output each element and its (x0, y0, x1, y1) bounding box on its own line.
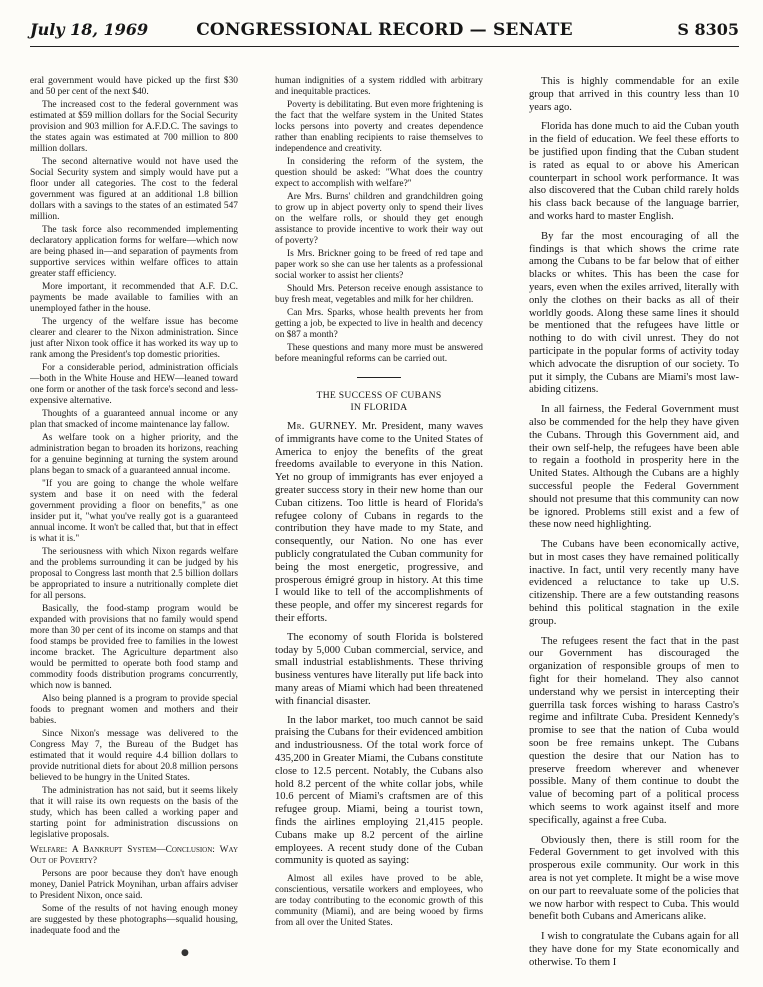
paragraph: This is highly commendable for an exile group that arrived in this country less than 10 years ago. (529, 76, 739, 113)
block-quote: Almost all exiles have proved to be able, conscientious, versatile workers and employees, who are today contributing to the economic growth of this community (Miami), and are being wooed by firms from all over the United States. (275, 874, 483, 929)
paragraph: eral government would have picked up the first $30 and 50 per cent of the next $40. (30, 76, 238, 97)
paragraph: Basically, the food-stamp program would be expanded with provisions that no family would spend more than 30 per cent of its income on stamps and that food stamps be provided free to families in the lowest income bracket. The Agriculture department also would be permitted to operate both food stamp and commodity foods distribution programs concurrently, which now is banned. (30, 604, 238, 691)
paragraph: Are Mrs. Burns' children and grandchildren going to grow up in abject poverty only to spend their lives on the welfare rolls, or should they get enough assistance to provide incentive to work their way out of poverty? (275, 192, 483, 246)
column-left (30, 76, 238, 966)
column-right (529, 76, 739, 966)
paragraph: Poverty is debilitating. But even more frightening is the fact that the welfare system in the United States locks persons into poverty and creates dependence rather than enabling recipients to raise themselves to independence and creativity. (275, 100, 483, 154)
paragraph: These questions and many more must be answered before meaningful reforms can be carried out. (275, 343, 483, 364)
paragraph: The Cubans have been economically active, but in most cases they have remained politically inactive. In fact, until very recently many have evidenced a reluctance to take up U.S. citizenship. There are a few outstanding reasons behind this political stagnation in the exile group. (529, 539, 739, 627)
scan-speck: ● (181, 948, 189, 958)
paragraph: The administration has not said, but it seems likely that it will raise its own requests on the basis of the study, which has been called a working paper and starting point for administration discussions on legislative proposals. (30, 786, 238, 840)
paragraph: Persons are poor because they don't have enough money, Daniel Patrick Moynihan, urban affairs adviser to President Nixon, once said. (30, 869, 238, 901)
paragraph: Is Mrs. Brickner going to be freed of red tape and paper work so she can use her talents as a professional social worker to assist her clients? (275, 249, 483, 281)
paragraph: "If you are going to change the whole welfare system and base it on need with the federal government providing a floor on benefits," as one insider put it, "what you've really got is a guaranteed annual income. It won't be called that, but that in effect is what it is." (30, 479, 238, 544)
side-heading: Welfare: A Bankrupt System—Conclusion: Way Out of Poverty? (30, 845, 238, 866)
speech-paragraph: In the labor market, too much cannot be said praising the Cubans for their evidenced ambition and industriousness. Of the total work force of 435,200 in Greater Miami, the Cubans constitute close to 12.5 percent. Notably, the Cubans also hold 8.2 percent of the white collar jobs, while 10.6 percent of Miami's craftsmen are of this refugee group. Miami, being a tourist town, finds the airlines employing 21,415 people. Cubans make up 8.2 percent of the airline employees. A recent study done of the Cuban community is quoted as saying: (275, 714, 483, 867)
header-date: July 18, 1969 (30, 20, 149, 39)
header-title: CONGRESSIONAL RECORD — SENATE (196, 20, 573, 40)
paragraph: For a considerable period, administration officials—both in the White House and HEW—leaned toward one form or another of the task force's second and less-expensive alternative. (30, 363, 238, 406)
paragraph: In considering the reform of the system, the question should be asked: "What does the country expect to accomplish with welfare?" (275, 157, 483, 189)
paragraph: The seriousness with which Nixon regards welfare and the problems surrounding it can be judged by his proposal to Congress last month that 2.5 billion dollars be appropriated to insure a nutritionally complete diet for all persons. (30, 547, 238, 601)
paragraph: The urgency of the welfare issue has become clearer and clearer to the Nixon administration. Since just after Nixon took office it has worked its way up to rank among the President's top domestic priorities. (30, 317, 238, 360)
paragraph: Also being planned is a program to provide special foods to pregnant women and mothers and their babies. (30, 694, 238, 726)
paragraph: Some of the results of not having enough money are suggested by these photographs—squalid housing, inadequate food and the (30, 904, 238, 936)
paragraph: Florida has done much to aid the Cuban youth in the field of education. We feel these efforts to be justified upon finding that the Cuban student is rated as equal to or above his American counterpart in school work performance. It was also discovered that the Cuban child rarely holds his class back because of the language barrier, and works hard to master English. (529, 121, 739, 222)
page-header (30, 20, 739, 47)
speech-paragraph: Mr. GURNEY. Mr. President, many waves of immigrants have come to the United States of America to enjoy the benefits of the great freedoms available to everyone in this Nation. Yet no group of immigrants has ever enjoyed a greater success story in their new home than our Cuban citizens. Too little is heard of Florida's refugee colony of Cubans in regards to the contribution they have made to my State, and consequently, our Nation. No one has ever publicly congratulated the Cuban community for being the most energetic, progressive, and prosperous émigré group in history. At this time I would like to tell of the accomplishments of these people, and offer my sincerest regards for their efforts. (275, 421, 483, 624)
paragraph: The increased cost to the federal government was estimated at $59 million dollars for the Social Security provision and 903 million for A.F.D.C. The savings to the states again was estimated at 700 million to 800 million dollars. (30, 100, 238, 154)
paragraph: The second alternative would not have used the Social Security system and simply would have put a floor under all categories. The cost to the federal government was figured at an additional 1.8 billion dollars with a savings to the states of an estimated 547 million. (30, 157, 238, 222)
paragraph: Can Mrs. Sparks, whose health prevents her from getting a job, be expected to live in health and decency on $87 a month? (275, 308, 483, 340)
section-divider (357, 377, 401, 378)
column-middle (275, 76, 483, 966)
speech-paragraph: The economy of south Florida is bolstered today by 5,000 Cuban commercial, service, and small industrial establishments. These thriving business ventures have literally put life back into many areas of Miami which had been threatened with financial disaster. (275, 631, 483, 707)
paragraph: In all fairness, the Federal Government must also be commended for the help they have given the Cubans. Through this Government aid, and their own self-help, the refugees have been able to regain a foothold in prosperity here in the United States. Although the Cubans are a highly successful people the Federal Government should not presume that this community can now be ignored. Problems still exist and a few of these now need highlighting. (529, 404, 739, 531)
paragraph: Since Nixon's message was delivered to the Congress May 7, the Bureau of the Budget has estimated that it would require 4.4 billion dollars to provide nutritional diets for about 20.8 million persons believed to be hungry in the United States. (30, 729, 238, 783)
paragraph: Obviously then, there is still room for the Federal Government to get involved with this prosperous exile community. Our work in this area is not yet complete. It might be a wise move on our part to reevaluate some of the policies that we now harbor with respect to Cuba. This would benefit both Cubans and Americans alike. (529, 834, 739, 923)
paragraph: More important, it recommended that A.F. D.C. payments be made available to families with an unemployed father in the house. (30, 282, 238, 314)
paragraph: I wish to congratulate the Cubans again for all they have done for my State economically and otherwise. To them I (529, 931, 739, 966)
paragraph: By far the most encouraging of all the findings is that which shows the crime rate among the Cubans to be far below that of either blacks or whites. This has been the case for years, even when the exiles arrived, literally with only the clothes on their backs as all of their worldly goods. Along these same lines it should be mentioned that the refugees have little or nothing to do with civil unrest. They do not participate in the popular forms of activity today which advocate the disruption of our society. To put it simply, the Cubans are Miami's most law-abiding citizens. (529, 230, 739, 396)
paragraph: As welfare took on a higher priority, and the administration began to broaden its horizons, reaching for a genuine beginning at turning the system around plans began to smack of a guaranteed annual income. (30, 433, 238, 476)
paragraph: Should Mrs. Peterson receive enough assistance to buy fresh meat, vegetables and milk for her children. (275, 284, 483, 305)
paragraph: Thoughts of a guaranteed annual income or any plan that smacked of income maintenance lay fallow. (30, 409, 238, 430)
paragraph: The refugees resent the fact that in the past our Government has discouraged the organization of responsible groups of men to fight for their homeland. They also cannot understand why we persist in intercepting their guerrilla task forces wishing to harass Castro's regime and infiltrate Cuba. President Kennedy's promise to see that the nation of Cuba would soon be free remains unkept. The Cubans question the desire that our Nation has to preserve freedom wherever and whenever possible. Many of them continue to doubt the value of becoming part of a political process which seems to work against itself and more specifically, against a free Cuba. (529, 635, 739, 826)
paragraph: human indignities of a system riddled with arbitrary and inequitable practices. (275, 76, 483, 97)
paragraph: The task force also recommended implementing declaratory application forms for welfare—which now are being phased in—and separation of payments from supportive services within welfare offices to attain greater staff efficiency. (30, 225, 238, 279)
header-page-number: S 8305 (677, 20, 739, 39)
speaker-name: Mr. GURNEY. (287, 421, 358, 432)
section-title: THE SUCCESS OF CUBANS IN FLORIDA (316, 390, 442, 413)
